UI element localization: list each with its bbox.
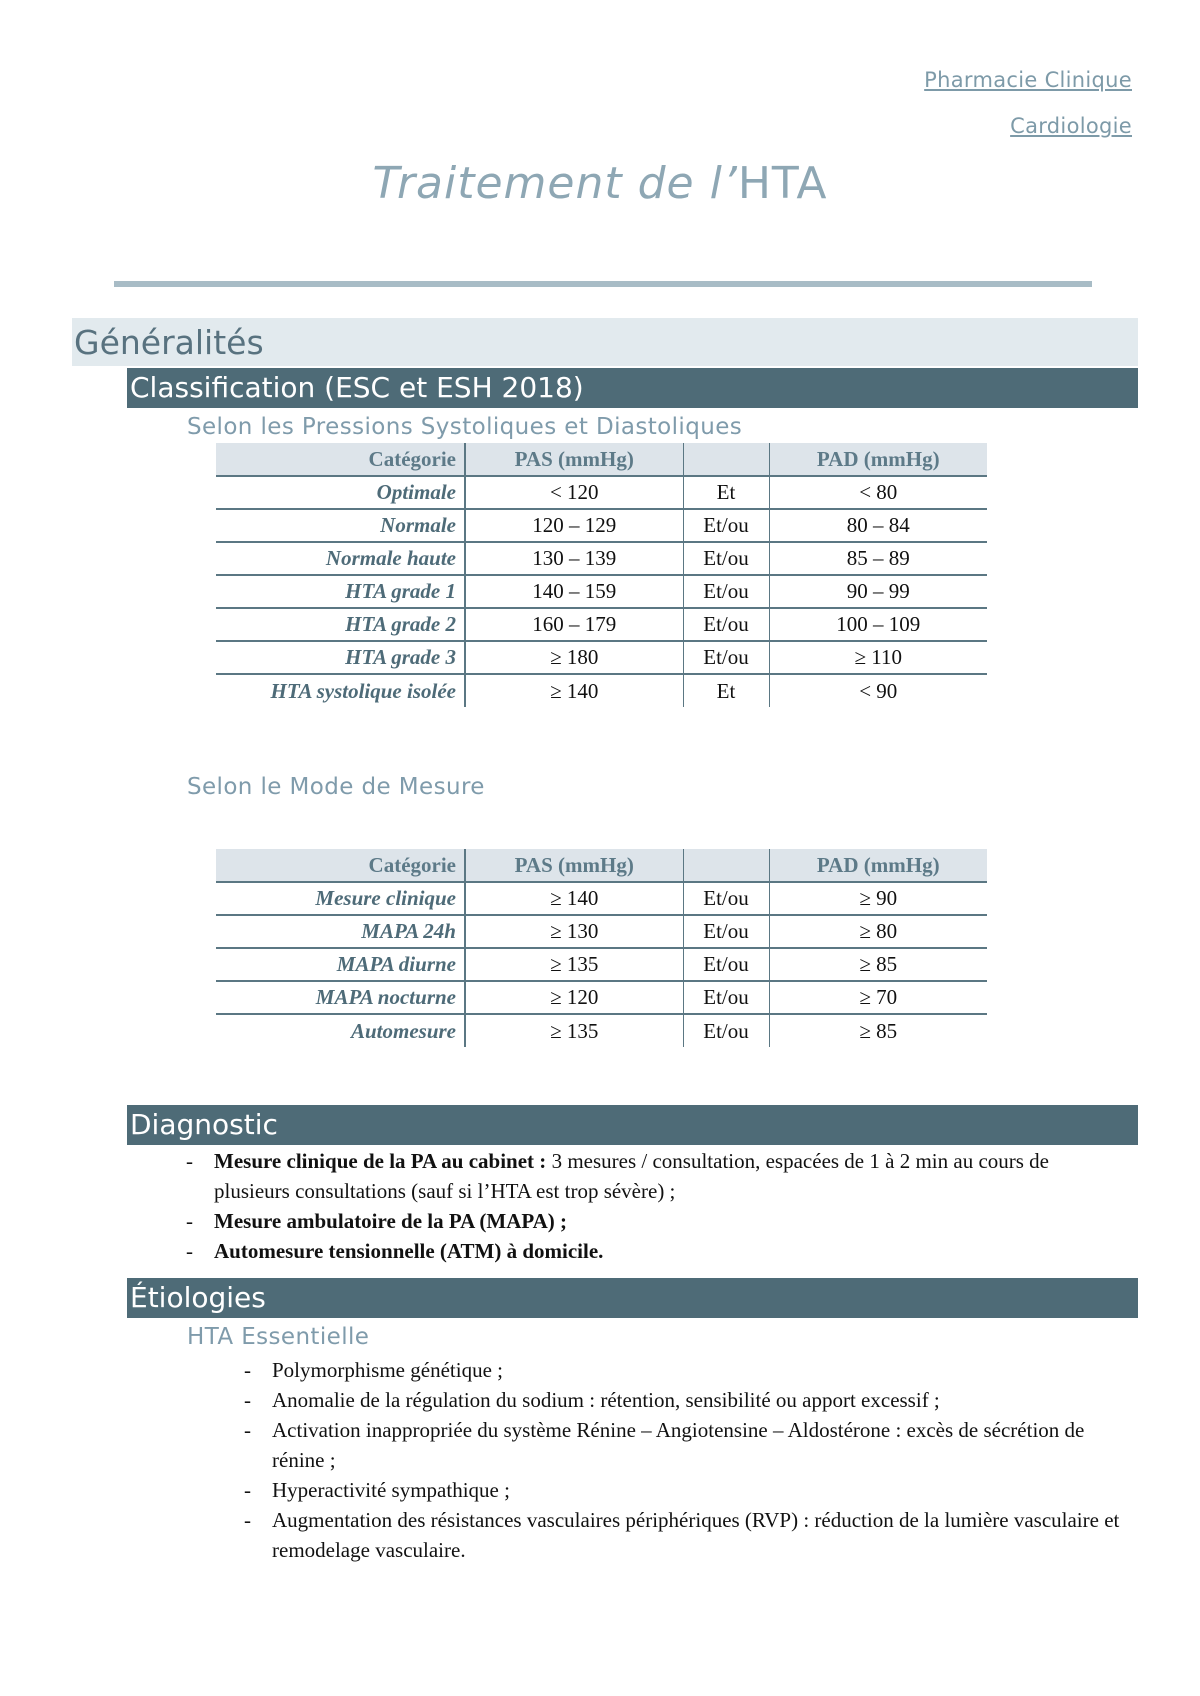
table-row	[216, 608, 987, 641]
cell-pad: ≥ 85	[769, 948, 987, 981]
cell-conj: Et/ou	[683, 882, 769, 915]
cell-pas: 120 – 129	[465, 509, 683, 542]
cell-pad: 100 – 109	[769, 608, 987, 641]
list-item	[186, 1206, 1130, 1236]
cell-categorie: HTA grade 3	[216, 641, 465, 674]
item-bold-label: Mesure ambulatoire de la PA (MAPA) ;	[214, 1209, 568, 1233]
table-row	[216, 674, 987, 707]
table-header-row	[216, 443, 987, 476]
bullet-dash: -	[244, 1388, 251, 1412]
cell-conj: Et/ou	[683, 948, 769, 981]
table-row	[216, 476, 987, 509]
list-item	[186, 1236, 1130, 1266]
header-sep	[683, 443, 769, 476]
cell-pad: ≥ 80	[769, 915, 987, 948]
cell-pad: < 90	[859, 678, 898, 703]
cell-categorie: HTA grade 1	[216, 575, 465, 608]
list-item	[244, 1355, 1124, 1385]
cell-pad: 80 – 84	[769, 509, 987, 542]
item-bold-label: Mesure clinique de la PA au cabinet :	[214, 1149, 547, 1173]
table-row	[216, 641, 987, 674]
section-classification: Classification (ESC et ESH 2018)	[127, 368, 1138, 408]
cell-categorie: Mesure clinique	[216, 882, 465, 915]
bullet-dash: -	[244, 1508, 251, 1532]
diagnostic-list	[186, 1146, 1130, 1266]
item-text: Hyperactivité sympathique ;	[272, 1478, 510, 1502]
title-italic-part: Traitement de l’	[372, 158, 738, 209]
cell-conj: Et/ou	[683, 575, 769, 608]
list-item	[186, 1146, 1130, 1206]
bullet-dash: -	[244, 1358, 251, 1382]
table-row	[216, 542, 987, 575]
cell-pas: ≥ 135	[465, 1014, 683, 1047]
subsection-mode-mesure: Selon le Mode de Mesure	[187, 774, 485, 800]
item-text: Augmentation des résistances vasculaires périphériques (RVP) : réduction de la lumière vasculaire et remodelage vasculaire.	[272, 1508, 1120, 1562]
etiologies-list	[244, 1355, 1124, 1565]
table-row	[216, 882, 987, 915]
table-pressions	[216, 443, 987, 707]
subsection-pressions: Selon les Pressions Systoliques et Diastoliques	[187, 414, 743, 440]
header-pas: PAS (mmHg)	[465, 849, 683, 882]
list-item	[244, 1505, 1124, 1565]
header-pas: PAS (mmHg)	[465, 443, 683, 476]
table-row	[216, 915, 987, 948]
item-text: Anomalie de la régulation du sodium : rétention, sensibilité ou apport excessif ;	[272, 1388, 940, 1412]
cell-conj: Et/ou	[683, 542, 769, 575]
header-pad: PAD (mmHg)	[769, 849, 987, 882]
cell-pas: ≥ 120	[465, 981, 683, 1014]
cell-conj: Et/ou	[683, 509, 769, 542]
cell-pad: 85 – 89	[769, 542, 987, 575]
bullet-dash: -	[186, 1209, 193, 1233]
table-mode-mesure	[216, 849, 987, 1047]
header-categorie: Catégorie	[216, 443, 465, 476]
header-pad: PAD (mmHg)	[769, 443, 987, 476]
cell-pad: ≥ 70	[769, 981, 987, 1014]
document-title	[0, 158, 1200, 209]
table-row	[216, 509, 987, 542]
header-pharmacie-clinique: Pharmacie Clinique	[924, 68, 1132, 92]
header-cardiologie: Cardiologie	[1010, 114, 1132, 138]
cell-conj: Et/ou	[683, 641, 769, 674]
item-text: 3 mesures / consultation, espacées de 1 à 2 min au cours de plusieurs consultations (sauf si l’HTA est trop sévère) ;	[214, 1149, 1049, 1203]
subsection-hta-essentielle: HTA Essentielle	[187, 1324, 370, 1350]
table-row	[216, 575, 987, 608]
cell-pad: ≥ 110	[769, 641, 987, 674]
cell-categorie: MAPA diurne	[216, 948, 465, 981]
item-bold-label: Automesure tensionnelle (ATM) à domicile.	[214, 1239, 604, 1263]
bullet-dash: -	[244, 1478, 251, 1502]
cell-pad: ≥ 85	[859, 1018, 898, 1043]
cell-categorie: MAPA 24h	[216, 915, 465, 948]
cell-pas: 140 – 159	[465, 575, 683, 608]
item-text: Polymorphisme génétique ;	[272, 1358, 503, 1382]
bullet-dash: -	[244, 1418, 251, 1442]
title-divider	[114, 281, 1092, 287]
cell-pas: ≥ 140	[465, 882, 683, 915]
table-row	[216, 981, 987, 1014]
list-item	[244, 1475, 1124, 1505]
cell-pas: 130 – 139	[465, 542, 683, 575]
cell-categorie: HTA systolique isolée	[216, 674, 465, 707]
table-row	[216, 1014, 987, 1047]
cell-categorie: HTA grade 2	[216, 608, 465, 641]
cell-pas: ≥ 135	[465, 948, 683, 981]
section-diagnostic: Diagnostic	[127, 1105, 1138, 1145]
cell-conj: Et/ou	[683, 915, 769, 948]
list-item	[244, 1415, 1124, 1475]
cell-categorie: Normale haute	[216, 542, 465, 575]
cell-conj: Et	[683, 674, 769, 707]
cell-pas: ≥ 180	[465, 641, 683, 674]
header-categorie: Catégorie	[216, 849, 465, 882]
section-etiologies: Étiologies	[127, 1278, 1138, 1318]
cell-conj: Et/ou	[683, 608, 769, 641]
header-sep	[683, 849, 769, 882]
cell-pad: 90 – 99	[769, 575, 987, 608]
cell-pas: 160 – 179	[465, 608, 683, 641]
cell-pad: ≥ 90	[769, 882, 987, 915]
cell-categorie: MAPA nocturne	[216, 981, 465, 1014]
cell-categorie: Normale	[216, 509, 465, 542]
cell-pas: ≥ 130	[465, 915, 683, 948]
bullet-dash: -	[186, 1149, 193, 1173]
cell-conj: Et	[683, 476, 769, 509]
cell-pas: ≥ 140	[465, 674, 683, 707]
title-hta: HTA	[737, 158, 828, 209]
table-row	[216, 948, 987, 981]
list-item	[244, 1385, 1124, 1415]
cell-categorie: Optimale	[216, 476, 465, 509]
table-header-row	[216, 849, 987, 882]
cell-conj: Et/ou	[683, 981, 769, 1014]
section-generalites: Généralités	[72, 318, 1138, 366]
item-text: Activation inappropriée du système Rénine – Angiotensine – Aldostérone : excès de sécrétion de rénine ;	[272, 1418, 1085, 1472]
cell-pas: < 120	[465, 476, 683, 509]
cell-pad: < 80	[769, 476, 987, 509]
cell-conj: Et/ou	[683, 1014, 769, 1047]
bullet-dash: -	[186, 1239, 193, 1263]
cell-categorie: Automesure	[216, 1014, 465, 1047]
